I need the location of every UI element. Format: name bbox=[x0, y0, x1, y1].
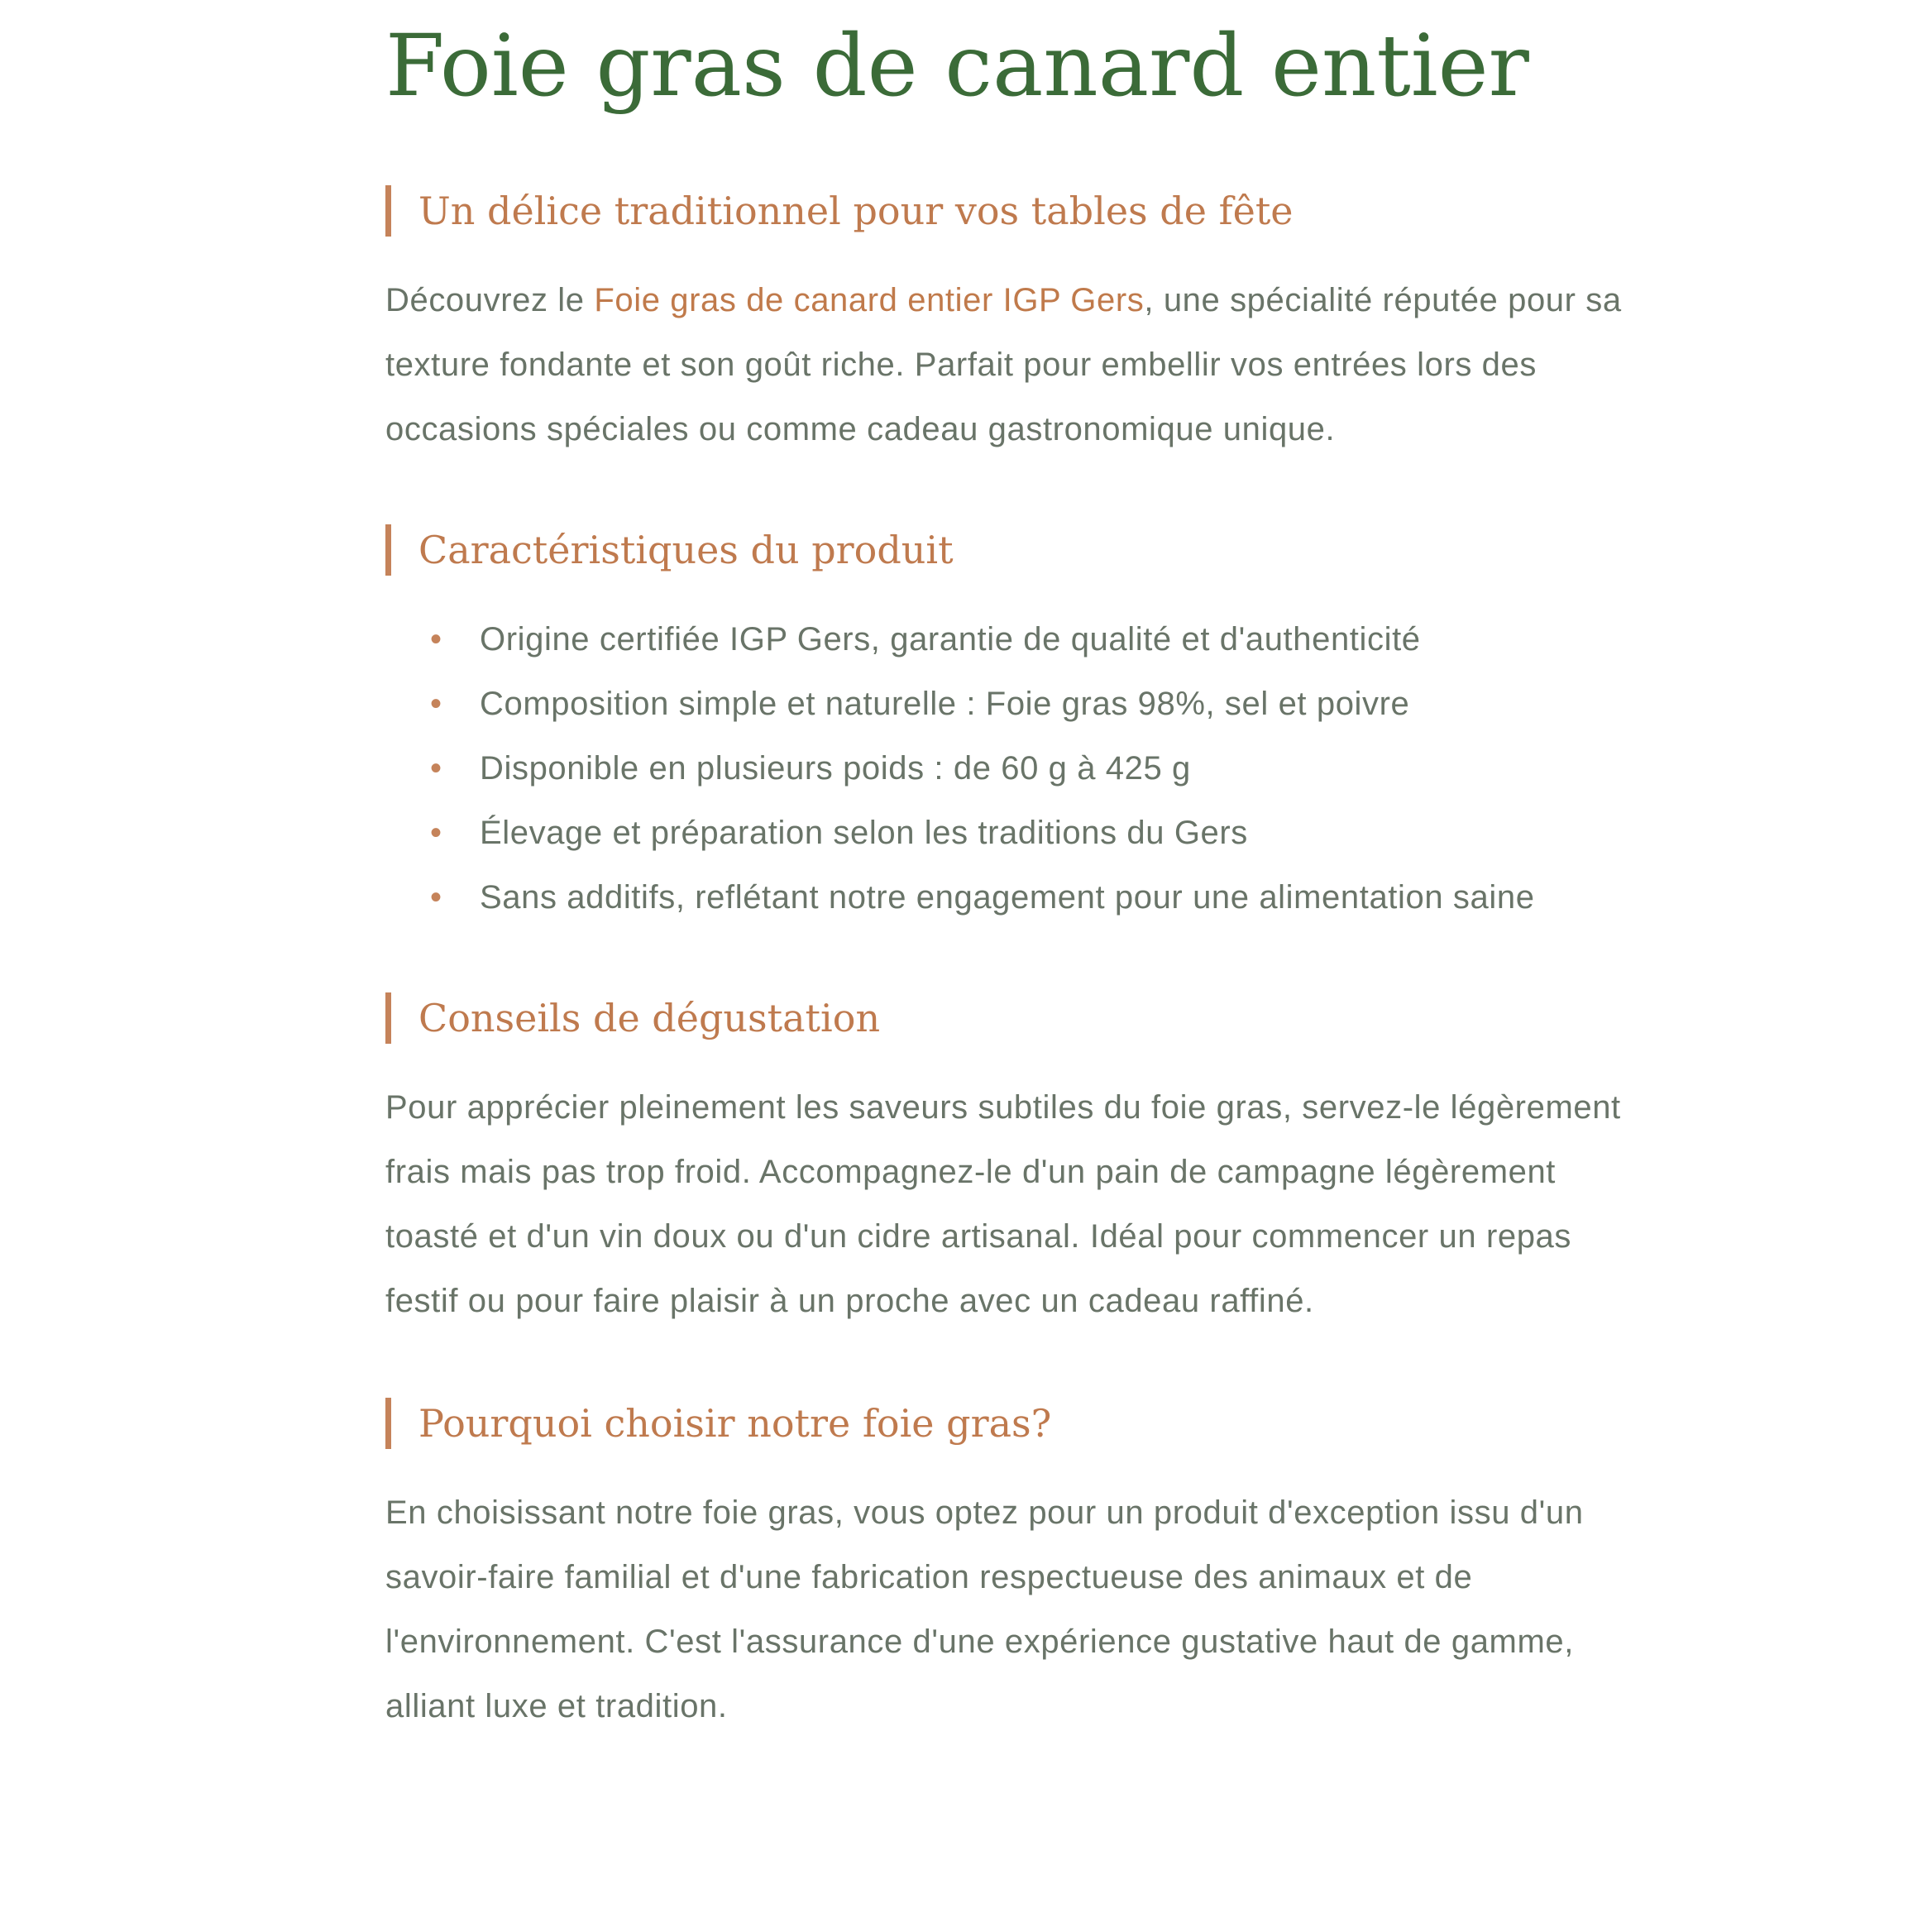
features-list bbox=[385, 607, 1626, 930]
list-item bbox=[430, 607, 1626, 672]
product-description bbox=[385, 0, 1626, 1738]
list-item-text: Disponible en plusieurs poids : de 60 g à 425 g bbox=[480, 750, 1191, 787]
product-name-highlight: Foie gras de canard entier IGP Gers bbox=[594, 282, 1145, 318]
why-paragraph: En choisissant notre foie gras, vous optez pour un produit d'exception issu d'un savoir-faire familial et d'une fabrication respectueuse des animaux et de l'environnement. C'est l'assurance d'une expérience gustative haut de gamme, alliant luxe et tradition. bbox=[385, 1494, 1584, 1724]
intro-heading: Un délice traditionnel pour vos tables de fête bbox=[385, 185, 1626, 237]
tips-heading: Conseils de dégustation bbox=[385, 992, 1626, 1044]
list-item bbox=[430, 736, 1626, 801]
list-item-text: Composition simple et naturelle : Foie gras 98%, sel et poivre bbox=[480, 686, 1410, 722]
page-title: Foie gras de canard entier bbox=[385, 17, 1529, 116]
bullet-icon: • bbox=[430, 879, 442, 916]
intro-paragraph bbox=[385, 268, 1626, 461]
intro-text-after: , une spécialité réputée pour sa texture fondante et son goût riche. Parfait pour embellir vos entrées lors des occasions spéciales ou comme cadeau gastronomique unique. bbox=[385, 282, 1622, 447]
list-item bbox=[430, 865, 1626, 930]
list-item-text: Sans additifs, reflétant notre engagement pour une alimentation saine bbox=[480, 879, 1535, 916]
list-item bbox=[430, 672, 1626, 736]
bullet-icon: • bbox=[430, 621, 442, 658]
list-item-text: Élevage et préparation selon les traditions du Gers bbox=[480, 815, 1248, 851]
list-item-text: Origine certifiée IGP Gers, garantie de qualité et d'authenticité bbox=[480, 621, 1421, 658]
bullet-icon: • bbox=[430, 815, 442, 851]
intro-text-before: Découvrez le bbox=[385, 282, 595, 318]
features-heading: Caractéristiques du produit bbox=[385, 524, 1626, 576]
bullet-icon: • bbox=[430, 686, 442, 722]
tips-paragraph: Pour apprécier pleinement les saveurs subtiles du foie gras, servez-le légèrement frais mais pas trop froid. Accompagnez-le d'un pain de campagne légèrement toasté et d'un vin doux ou d'un cidre artisanal. Idéal pour commencer un repas festif ou pour faire plaisir à un proche avec un cadeau raffiné. bbox=[385, 1089, 1621, 1319]
bullet-icon: • bbox=[430, 750, 442, 787]
why-heading: Pourquoi choisir notre foie gras? bbox=[385, 1398, 1626, 1449]
list-item bbox=[430, 801, 1626, 865]
